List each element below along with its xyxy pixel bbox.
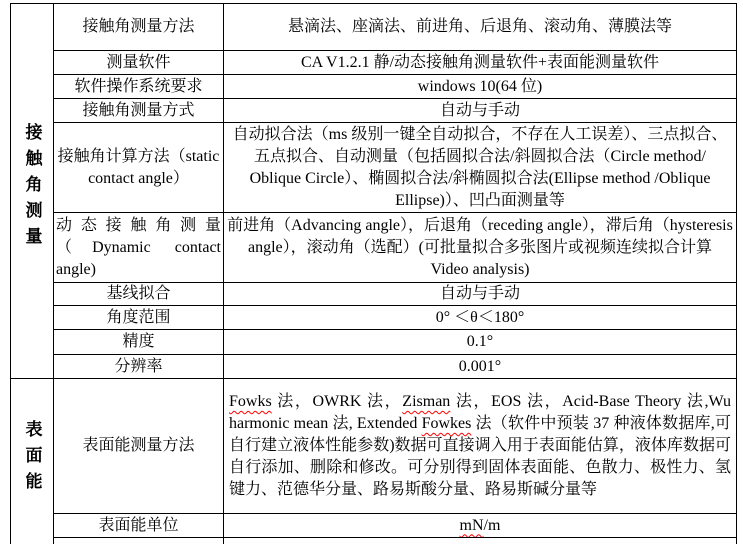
misspelled-word: Zisman (402, 393, 451, 410)
spec-label-cell: 表面能测量方法 (54, 379, 224, 514)
spec-row (11, 538, 737, 544)
spec-value-cell: 悬滴法、座滴法、前进角、后退角、滚动角、薄膜法等 (224, 4, 737, 51)
spec-row (11, 330, 737, 355)
section-group-cell (11, 379, 54, 544)
spec-value-cell: windows 10(64 位) (224, 75, 737, 99)
spec-value-cell: 0.1° (224, 330, 737, 355)
spec-row (11, 283, 737, 306)
misspelled-word: mN (459, 516, 484, 534)
spec-row (11, 75, 737, 99)
section-group-cell (11, 4, 54, 379)
spec-value-cell: 自动拟合法（ms 级别一键全自动拟合，不存在人工误差）、三点拟合、五点拟合、自动测量（包括圆拟合法/斜圆拟合法（Circle method/ Oblique Circle）、椭圆拟合法/斜椭圆拟合法(Ellipse method /Oblique Ellipse)）、凹凸面测量等 (224, 123, 737, 213)
spec-value-cell (224, 538, 737, 544)
spec-row (11, 123, 737, 213)
spec-row (11, 99, 737, 123)
spec-label-cell: 接触角测量方法 (54, 4, 224, 51)
spec-label-cell: 角度范围 (54, 306, 224, 330)
misspelled-word: Fowks (229, 393, 272, 410)
specification-table (10, 3, 737, 544)
spec-value-cell: 自动与手动 (224, 283, 737, 306)
specification-table-body (11, 4, 737, 544)
spec-label-cell: 动态接触角测量（Dynamic contact angle) (54, 213, 224, 283)
spec-value-cell (224, 514, 737, 538)
spec-value-cell: 自动与手动 (224, 99, 737, 123)
section-group-label: 接触角测量 (22, 122, 42, 253)
spec-value-cell (224, 379, 737, 514)
text-segment: 法，OWRK 法， (271, 393, 403, 410)
misspelled-word: Fowkes (421, 415, 472, 432)
spec-row (11, 4, 737, 51)
spec-label-cell: 分辨率 (54, 355, 224, 379)
section-group-label: 表面能 (22, 419, 42, 498)
spec-label-cell (54, 538, 224, 544)
spec-row (11, 514, 737, 538)
spec-label-cell: 软件操作系统要求 (54, 75, 224, 99)
spec-label-cell: 精度 (54, 330, 224, 355)
spec-label-cell: 表面能单位 (54, 514, 224, 538)
spec-value-cell: CA V1.2.1 静/动态接触角测量软件+表面能测量软件 (224, 51, 737, 75)
spec-row (11, 306, 737, 330)
text-segment: /m (483, 516, 501, 534)
spec-label-cell: 基线拟合 (54, 283, 224, 306)
spec-row (11, 355, 737, 379)
spec-row (11, 51, 737, 75)
spec-row (11, 379, 737, 514)
spec-value-cell: 0.001° (224, 355, 737, 379)
spec-label-cell: 测量软件 (54, 51, 224, 75)
spec-value-cell: 0° ＜θ＜180° (224, 306, 737, 330)
text-segment: 法（软件中预装 37 种液体数据库,可自行建立液体性能参数)数据可直接调入用于表面能估算，液体库数据可自行添加、删除和修改。可分别得到固体表面能、色散力、极性力、氢键力、范德华分量、路易斯酸分量、路易斯碱分量等 (229, 415, 731, 498)
text-segment: 法，EOS 法，Acid-Base Theory 法,Wu harmonic mean 法, Extended (229, 393, 731, 432)
spec-row (11, 213, 737, 283)
spec-label-cell: 接触角计算方法（static contact angle） (54, 123, 224, 213)
spec-value-cell: 前进角（Advancing angle），后退角（receding angle），滞后角（hysteresis angle），滚动角（选配）(可批量拟合多张图片或视频连续拟合计算 Video analysis) (224, 213, 737, 283)
spec-label-cell: 接触角测量方式 (54, 99, 224, 123)
